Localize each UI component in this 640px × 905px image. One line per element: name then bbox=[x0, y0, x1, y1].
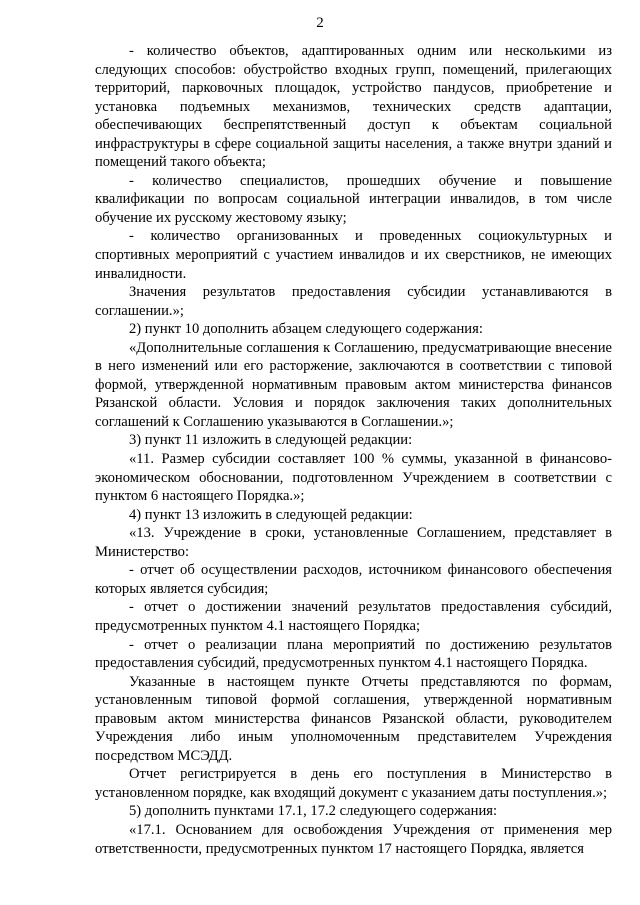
paragraph: - отчет о реализации плана мероприятий по достижению результатов предоставления субсидий, предусмотренных пунктом 4.1 настоящего Порядка. bbox=[95, 636, 612, 672]
paragraph: 5) дополнить пунктами 17.1, 17.2 следующего содержания: bbox=[129, 803, 498, 820]
paragraph: 2) пункт 10 дополнить абзацем следующего содержания: bbox=[129, 321, 483, 338]
paragraph: 3) пункт 11 изложить в следующей редакции: bbox=[129, 432, 413, 449]
paragraph: «Дополнительные соглашения к Соглашению, предусматривающие внесение в него изменений или его расторжение, заключаются в соответствии с типовой формой, утвержденной нормативным правовым актом министерства финансов Рязанской области. Условия и порядок заключения таких дополнительных соглашений к Соглашению указываются в Соглашении.»; bbox=[95, 339, 612, 430]
paragraph: - количество организованных и проведенных социокультурных и спортивных мероприятий с участием инвалидов и их сверстников, не имеющих инвалидности. bbox=[95, 228, 612, 282]
paragraph: - отчет об осуществлении расходов, источником финансового обеспечения которых является субсидия; bbox=[95, 562, 612, 597]
page-number: 2 bbox=[316, 15, 324, 31]
paragraph: Значения результатов предоставления субсидии устанавливаются в соглашении.»; bbox=[95, 284, 612, 319]
paragraph: Отчет регистрируется в день его поступления в Министерство в установленном порядке, как входящий документ с указанием даты поступления.»; bbox=[95, 766, 612, 801]
paragraph: - отчет о достижении значений результатов предоставления субсидий, предусмотренных пунктом 4.1 настоящего Порядка; bbox=[95, 599, 612, 634]
paragraph: «11. Размер субсидии составляет 100 % суммы, указанной в финансово-экономическом обосновании, подготовленном Учреждением в соответствии с пунктом 6 настоящего Порядка.»; bbox=[95, 451, 612, 505]
paragraph: 4) пункт 13 изложить в следующей редакции: bbox=[129, 506, 413, 523]
paragraph: «17.1. Основанием для освобождения Учреждения от применения мер ответственности, предусмотренных пунктом 17 настоящего Порядка, является bbox=[95, 821, 612, 857]
paragraph: «13. Учреждение в сроки, установленные Соглашением, представляет в Министерство: bbox=[95, 525, 612, 560]
document-body bbox=[95, 42, 612, 858]
paragraph: - количество специалистов, прошедших обучение и повышение квалификации по вопросам социальной интеграции инвалидов, в том числе обучение их русскому жестовому языку; bbox=[95, 172, 612, 226]
paragraph: Указанные в настоящем пункте Отчеты представляются по формам, установленным типовой формой соглашения, утвержденной нормативным правовым актом министерства финансов Рязанской области, руководителем Учреждения либо иным уполномоченным представителем Учреждения посредством МСЭДД. bbox=[95, 673, 612, 764]
paragraph: - количество объектов, адаптированных одним или несколькими из следующих способов: обустройство входных групп, помещений, прилегающих территорий, парковочных площадок, устройство пандусов, приобретение и установка подъемных механизмов, технических средств адаптации, обеспечивающих беспрепятственный доступ к объектам социальной инфраструктуры в сфере социальной защиты населения, а также внутри зданий и помещений такого объекта; bbox=[95, 43, 612, 171]
